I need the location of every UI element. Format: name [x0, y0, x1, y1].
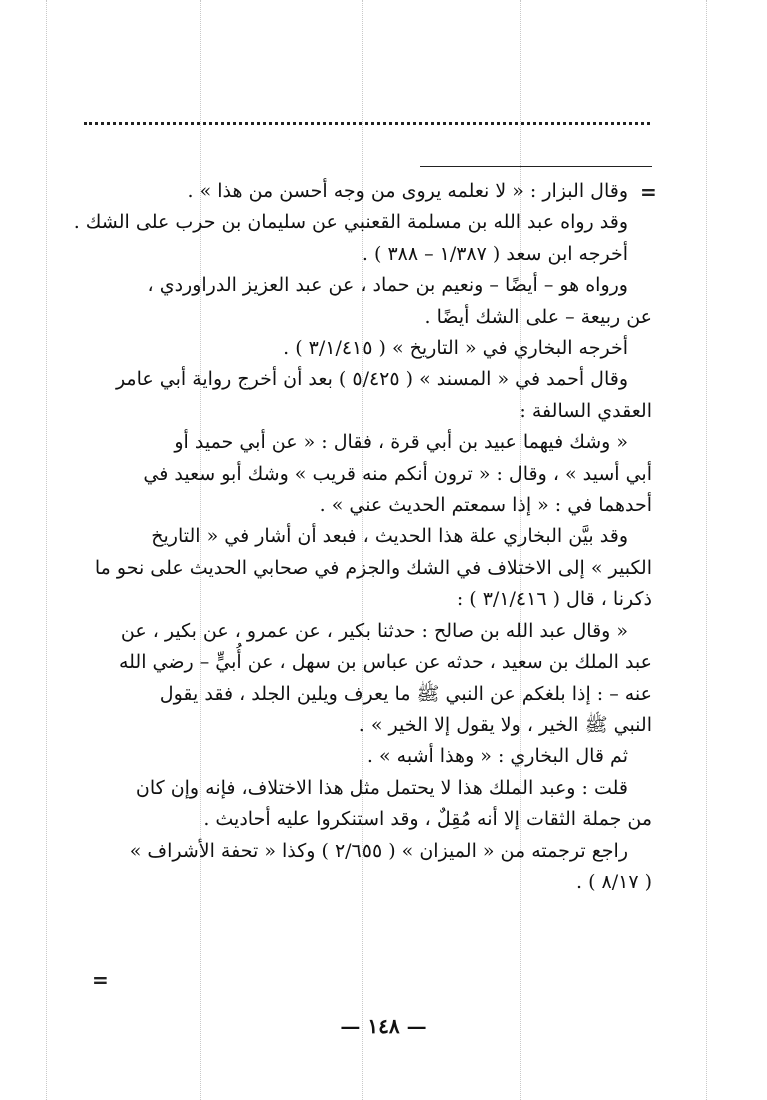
text-line: من جملة الثقات إلا أنه مُقِلٌ ، وقد استنكروا عليه أحاديث .	[203, 808, 652, 831]
text-line: « وشك فيهما عبيد بن أبي قرة ، فقال : « عن أبي حميد أو	[174, 431, 628, 454]
text-line: وقد رواه عبد الله بن مسلمة القعنبي عن سليمان بن حرب على الشك .	[73, 211, 628, 234]
scan-guide-line	[46, 0, 47, 1100]
text-line: وقال البزار : « لا نعلمه يروى من وجه أحسن من هذا » .	[187, 180, 628, 202]
text-line: أخرجه البخاري في « التاريخ » ( ٣/١/٤١٥ ) .	[283, 337, 628, 360]
text-line: النبي ﷺ الخير ، ولا يقول إلا الخير » .	[358, 713, 652, 736]
text-line: أحدهما في : « إذا سمعتم الحديث عني » .	[319, 494, 652, 517]
continuation-mark-top: =	[640, 180, 657, 204]
text-line: راجع ترجمته من « الميزان » ( ٢/٦٥٥ ) وكذا « تحفة الأشراف »	[129, 839, 628, 862]
text-line: ثم قال البخاري : « وهذا أشبه » .	[366, 745, 628, 768]
text-line: ذكرنا ، قال ( ٣/١/٤١٦ ) :	[456, 588, 652, 611]
text-line: أخرجه ابن سعد ( ١/٣٨٧ – ٣٨٨ ) .	[361, 242, 628, 265]
text-line: ( ٨/١٧ ) .	[575, 870, 652, 893]
text-line: الكبير » إلى الاختلاف في الشك والجزم في صحابي الحديث على نحو ما	[94, 556, 652, 579]
text-line: وقد بيَّن البخاري علة هذا الحديث ، فبعد أن أشار في « التاريخ	[151, 525, 628, 548]
scan-guide-line	[706, 0, 707, 1100]
continuation-mark-bottom: =	[92, 968, 109, 992]
header-dotted-rule	[84, 122, 650, 125]
footnote-separator-rule	[420, 166, 652, 167]
page-number: — ١٤٨ —	[340, 1014, 427, 1038]
footnote-text	[73, 176, 652, 898]
text-line: العقدي السالفة :	[519, 399, 652, 422]
text-line: عبد الملك بن سعيد ، حدثه عن عباس بن سهل ، عن أُبيٍّ – رضي الله	[118, 651, 652, 674]
text-line: قلت : وعبد الملك هذا لا يحتمل مثل هذا الاختلاف، فإنه وإن كان	[135, 776, 628, 799]
text-line: « وقال عبد الله بن صالح : حدثنا بكير ، عن عمرو ، عن بكير ، عن	[120, 619, 628, 642]
text-line: عن ربيعة – على الشك أيضًا .	[424, 305, 652, 328]
text-line: أبي أسيد » ، وقال : « ترون أنكم منه قريب » وشك أبو سعيد في	[143, 462, 652, 485]
text-line: عنه – : إذا بلغكم عن النبي ﷺ ما يعرف ويلين الجلد ، فقد يقول	[159, 682, 652, 705]
text-line: وقال أحمد في « المسند » ( ٥/٤٢٥ ) بعد أن أخرج رواية أبي عامر	[115, 368, 628, 391]
text-line: ورواه هو – أيضًا – ونعيم بن حماد ، عن عبد العزيز الدراوردي ،	[147, 274, 628, 297]
